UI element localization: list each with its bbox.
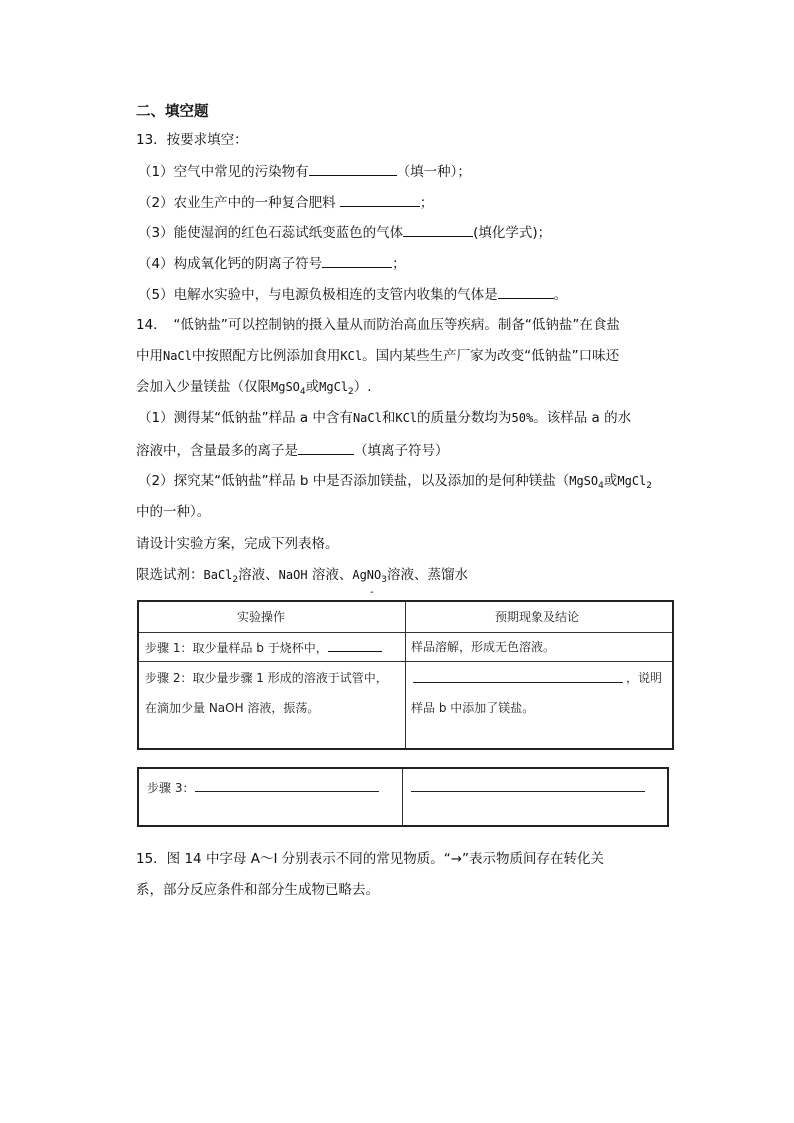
table-header-result: 预期现象及结论 (495, 610, 580, 624)
answer-blank[interactable] (309, 161, 397, 176)
q13-item-4: （4）构成氧化钙的阴离子符号 ； (138, 253, 406, 273)
q14-reagents: 限选试剂：BaCl$_2$溶液、NaOH 溶液、AgNO$_3$溶液、蒸馏水 (136, 567, 468, 585)
q14-part2-line-1: （2）探究某“低钠盐”样品 b 中是否添加镁盐，以及添加的是何种镁盐（MgSO$_4$或MgCl$_2$ (138, 473, 653, 491)
dash-mark: - (370, 587, 374, 598)
q14-part1-line-2: 溶液中，含量最多的离子是 （填离子符号） (136, 440, 449, 460)
answer-blank[interactable] (298, 440, 354, 455)
table-divider (405, 602, 406, 748)
q15-line-2: 系，部分反应条件和部分生成物已略去。 (136, 882, 379, 898)
answer-blank[interactable] (413, 682, 623, 683)
q14-part2-line-2: 中的一种）。 (136, 504, 211, 520)
table-divider (139, 632, 672, 633)
step1-result: 样品溶解，形成无色溶液。 (411, 640, 556, 654)
q13-item-2: （2）农业生产中的一种复合肥料 ； (138, 192, 433, 212)
step3-table (137, 767, 669, 827)
q14-line-1: 14． “低钠盐”可以控制钠的摄入量从而防治高血压等疾病。制备“低钠盐”在食盐 (136, 317, 620, 333)
step2-operation-line-1: 步骤 2：取少量步骤 1 形成的溶液于试管中， (145, 671, 388, 685)
answer-blank[interactable] (411, 791, 645, 792)
step1-operation: 步骤 1：取少量样品 b 于烧杯中， (145, 639, 382, 656)
answer-blank[interactable] (328, 639, 382, 652)
table-divider (402, 769, 403, 825)
step2-result-line-2: 样品 b 中添加了镁盐。 (411, 701, 535, 715)
table-divider (139, 661, 672, 662)
step3-operation: 步骤 3： (147, 781, 195, 795)
answer-blank[interactable] (322, 253, 392, 268)
q13-stem: 13．按要求填空： (136, 132, 248, 148)
q14-design: 请设计实验方案，完成下列表格。 (136, 536, 339, 552)
step2-result-suffix: ，说明 (626, 671, 663, 685)
section-title: 二、填空题 (136, 104, 209, 120)
answer-blank[interactable] (195, 791, 379, 792)
q14-line-2: 中用NaCl中按照配方比例添加食用KCl。国内某些生产厂家为改变“低钠盐”口味还 (136, 348, 620, 364)
q15-line-1: 15．图 14 中字母 A～I 分别表示不同的常见物质。“→”表示物质间存在转化关 (136, 851, 605, 867)
q14-part1-line-1: （1）测得某“低钠盐”样品 a 中含有NaCl和KCl的质量分数均为50%。该样品 a 的水 (138, 410, 632, 426)
step2-operation-line-2: 在滴加少量 NaOH 溶液，振荡。 (145, 701, 320, 715)
q13-item-5: （5）电解水实验中，与电源负极相连的支管内收集的气体是 。 (138, 284, 567, 304)
q13-item-1: （1）空气中常见的污染物有 （填一种）； (138, 161, 471, 181)
table-header-operation: 实验操作 (237, 610, 286, 624)
answer-blank[interactable] (340, 192, 420, 207)
q14-line-3: 会加入少量镁盐（仅限MgSO$_4$或MgCl$_2$）. (136, 379, 372, 397)
answer-blank[interactable] (403, 222, 473, 237)
experiment-table (137, 600, 674, 750)
answer-blank[interactable] (498, 284, 554, 299)
q13-item-3: （3）能使湿润的红色石蕊试纸变蓝色的气体 (填化学式)； (138, 222, 551, 242)
